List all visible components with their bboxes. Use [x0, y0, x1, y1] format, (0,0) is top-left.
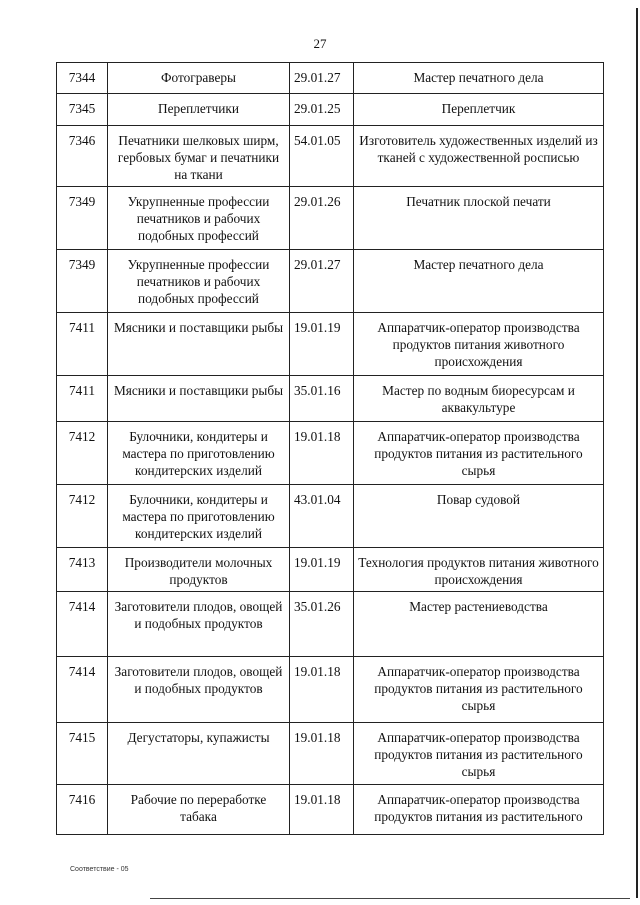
table-row	[57, 592, 604, 657]
profession-name: Повар судовой	[354, 485, 604, 548]
scan-edge-right	[636, 8, 638, 898]
occupation-code: 7349	[57, 250, 108, 313]
specialty-code: 29.01.27	[290, 63, 354, 94]
specialty-code: 35.01.26	[290, 592, 354, 657]
occupation-code: 7345	[57, 94, 108, 126]
occupation-code: 7412	[57, 422, 108, 485]
profession-name: Переплетчик	[354, 94, 604, 126]
table-row	[57, 250, 604, 313]
occupation-code: 7411	[57, 313, 108, 376]
table-row	[57, 63, 604, 94]
occupation-name: Производители молочных продуктов	[108, 548, 290, 592]
table-body	[57, 63, 604, 835]
occupation-code: 7346	[57, 126, 108, 187]
table-row	[57, 94, 604, 126]
occupation-code: 7414	[57, 592, 108, 657]
specialty-code: 19.01.18	[290, 723, 354, 785]
specialty-code: 29.01.27	[290, 250, 354, 313]
scan-edge-bottom	[150, 898, 630, 899]
table-row	[57, 657, 604, 723]
occupation-name: Печатники шелковых ширм, гербовых бумаг и печатники на ткани	[108, 126, 290, 187]
occupation-name: Переплетчики	[108, 94, 290, 126]
table-row	[57, 548, 604, 592]
profession-name: Аппаратчик-оператор производства продуктов питания из растительного сырья	[354, 657, 604, 723]
occupation-name: Мясники и поставщики рыбы	[108, 376, 290, 422]
profession-name: Печатник плоской печати	[354, 187, 604, 250]
table-row	[57, 126, 604, 187]
profession-name: Мастер растениеводства	[354, 592, 604, 657]
table-row	[57, 313, 604, 376]
profession-name: Аппаратчик-оператор производства продуктов питания из растительного сырья	[354, 422, 604, 485]
occupation-code: 7349	[57, 187, 108, 250]
specialty-code: 19.01.18	[290, 422, 354, 485]
occupation-name: Дегустаторы, купажисты	[108, 723, 290, 785]
occupation-name: Заготовители плодов, овощей и подобных продуктов	[108, 657, 290, 723]
table-row	[57, 422, 604, 485]
specialty-code: 54.01.05	[290, 126, 354, 187]
table-row	[57, 723, 604, 785]
occupation-name: Мясники и поставщики рыбы	[108, 313, 290, 376]
occupation-name: Укрупненные профессии печатников и рабочих подобных профессий	[108, 187, 290, 250]
occupation-code: 7416	[57, 785, 108, 835]
specialty-code: 19.01.18	[290, 657, 354, 723]
occupation-code: 7411	[57, 376, 108, 422]
occupation-code: 7415	[57, 723, 108, 785]
footer-note: Соответствие - 05	[70, 866, 129, 873]
profession-name: Мастер по водным биоресурсам и аквакультуре	[354, 376, 604, 422]
specialty-code: 19.01.19	[290, 313, 354, 376]
occupation-name: Рабочие по переработке табака	[108, 785, 290, 835]
occupation-code: 7413	[57, 548, 108, 592]
occupation-name: Булочники, кондитеры и мастера по приготовлению кондитерских изделий	[108, 422, 290, 485]
specialty-code: 19.01.19	[290, 548, 354, 592]
profession-name: Мастер печатного дела	[354, 250, 604, 313]
occupation-name: Булочники, кондитеры и мастера по приготовлению кондитерских изделий	[108, 485, 290, 548]
profession-name: Аппаратчик-оператор производства продуктов питания из растительного сырья	[354, 723, 604, 785]
specialty-code: 29.01.25	[290, 94, 354, 126]
table-row	[57, 785, 604, 835]
occupation-name: Заготовители плодов, овощей и подобных продуктов	[108, 592, 290, 657]
profession-name: Изготовитель художественных изделий из тканей с художественной росписью	[354, 126, 604, 187]
occupation-code: 7414	[57, 657, 108, 723]
occupation-name: Укрупненные профессии печатников и рабочих подобных профессий	[108, 250, 290, 313]
specialty-code: 35.01.16	[290, 376, 354, 422]
occupation-code: 7344	[57, 63, 108, 94]
page-number: 27	[313, 36, 327, 51]
occupation-table	[56, 62, 604, 835]
profession-name: Аппаратчик-оператор производства продуктов питания животного происхождения	[354, 313, 604, 376]
table-row	[57, 485, 604, 548]
profession-name: Аппаратчик-оператор производства продуктов питания из растительного	[354, 785, 604, 835]
specialty-code: 29.01.26	[290, 187, 354, 250]
table-row	[57, 187, 604, 250]
profession-name: Мастер печатного дела	[354, 63, 604, 94]
profession-name: Технология продуктов питания животного происхождения	[354, 548, 604, 592]
specialty-code: 19.01.18	[290, 785, 354, 835]
occupation-name: Фотограверы	[108, 63, 290, 94]
occupation-code: 7412	[57, 485, 108, 548]
specialty-code: 43.01.04	[290, 485, 354, 548]
table-row	[57, 376, 604, 422]
